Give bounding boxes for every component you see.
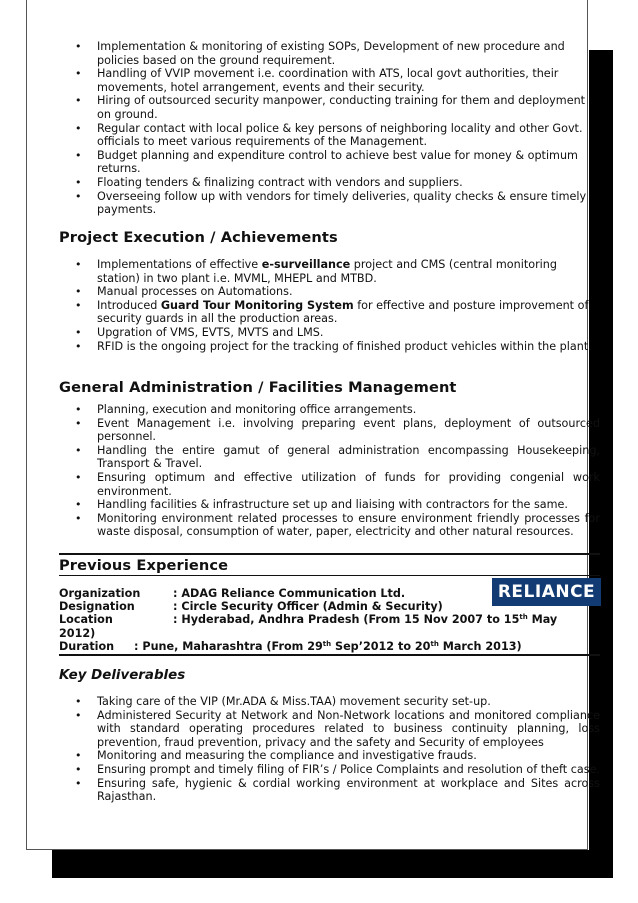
list-item: • Monitoring environment related processes to ensure environment friendly processes for waste disposal, consumption of water, paper, electricity and other natural resources.: [59, 512, 600, 539]
general-admin-list: [59, 403, 600, 539]
designation-value: : Circle Security Officer (Admin & Security): [173, 600, 443, 613]
section-rule-top: [59, 553, 600, 555]
organization-value: : ADAG Reliance Communication Ltd.: [173, 587, 406, 600]
duration-row: Duration : Pune, Maharashtra (From 29th Sep’2012 to 20th March 2013): [59, 640, 522, 653]
resume-page: [26, 0, 601, 850]
list-item: • Ensuring optimum and effective utilization of funds for providing congenial work environment.: [59, 471, 600, 498]
list-item: • Ensuring prompt and timely filing of FIR’s / Police Complaints and resolution of theft case.: [59, 763, 600, 777]
section-heading-previous-experience: Previous Experience: [59, 557, 229, 574]
section-heading-project-execution: Project Execution / Achievements: [59, 229, 338, 246]
list-item: • RFID is the ongoing project for the tracking of finished product vehicles within the plant.: [59, 340, 600, 354]
designation-row: [59, 600, 443, 614]
list-item: • Ensuring safe, hygienic & cordial working environment at workplace and Sites across Rajasthan.: [59, 777, 600, 804]
list-item: • Introduced Guard Tour Monitoring System for effective and posture improvement of security guards in all the production areas.: [59, 299, 600, 326]
list-item: • Taking care of the VIP (Mr.ADA & Miss.TAA) movement security set-up.: [59, 695, 600, 709]
location-label: Location: [59, 613, 113, 626]
page-shadow-bottom: [52, 850, 613, 878]
list-item: • Hiring of outsourced security manpower, conducting training for them and deployment on ground.: [59, 94, 600, 121]
list-item: • Event Management i.e. involving preparing event plans, deployment of outsourced personnel.: [59, 417, 600, 444]
list-item: • Handling facilities & infrastructure set up and liaising with contractors for the same.: [59, 498, 600, 512]
list-item: • Monitoring and measuring the compliance and investigative frauds.: [59, 749, 600, 763]
designation-label: Designation: [59, 600, 135, 613]
experience-rule: [59, 654, 600, 656]
location-continued: 2012): [59, 627, 96, 640]
project-execution-list: [59, 258, 600, 353]
section-heading-general-admin: General Administration / Facilities Management: [59, 379, 457, 396]
responsibilities-list: [59, 40, 600, 217]
list-item: • Handling the entire gamut of general administration encompassing Housekeeping, Transport & Travel.: [59, 444, 600, 471]
list-item: • Overseeing follow up with vendors for timely deliveries, quality checks & ensure timely payments.: [59, 190, 600, 217]
duration-label: Duration: [59, 640, 115, 653]
organization-label: Organization: [59, 587, 141, 600]
organization-row: [59, 587, 405, 601]
key-deliverables-heading: Key Deliverables: [59, 668, 186, 683]
list-item: • Implementation & monitoring of existing SOPs, Development of new procedure and policies based on the ground requirement.: [59, 40, 600, 67]
reliance-logo: RELIANCE: [492, 578, 601, 606]
list-item: • Administered Security at Network and Non-Network locations and monitored compliance with standard operating procedures related to business continuity planning, loss prevention, fraud prevention, privacy and the safety and Security of employees: [59, 709, 600, 750]
list-item: • Manual processes on Automations.: [59, 285, 600, 299]
list-item: • Upgration of VMS, EVTS, MVTS and LMS.: [59, 326, 600, 340]
location-row: Location : Hyderabad, Andhra Pradesh (From 15 Nov 2007 to 15th May: [59, 613, 558, 626]
key-deliverables-list: [59, 695, 600, 804]
list-item: • Regular contact with local police & key persons of neighboring locality and other Govt. officials to meet various requirements of the Management.: [59, 122, 600, 149]
list-item: • Budget planning and expenditure control to achieve best value for money & optimum returns.: [59, 149, 600, 176]
list-item: • Floating tenders & finalizing contract with vendors and suppliers.: [59, 176, 600, 190]
list-item: • Planning, execution and monitoring office arrangements.: [59, 403, 600, 417]
section-rule-bottom: [59, 575, 600, 576]
list-item: • Implementations of effective e-surveillance project and CMS (central monitoring station) in two plant i.e. MVML, MHEPL and MTBD.: [59, 258, 600, 285]
list-item: • Handling of VVIP movement i.e. coordination with ATS, local govt authorities, their movements, hotel arrangement, events and their security.: [59, 67, 600, 94]
